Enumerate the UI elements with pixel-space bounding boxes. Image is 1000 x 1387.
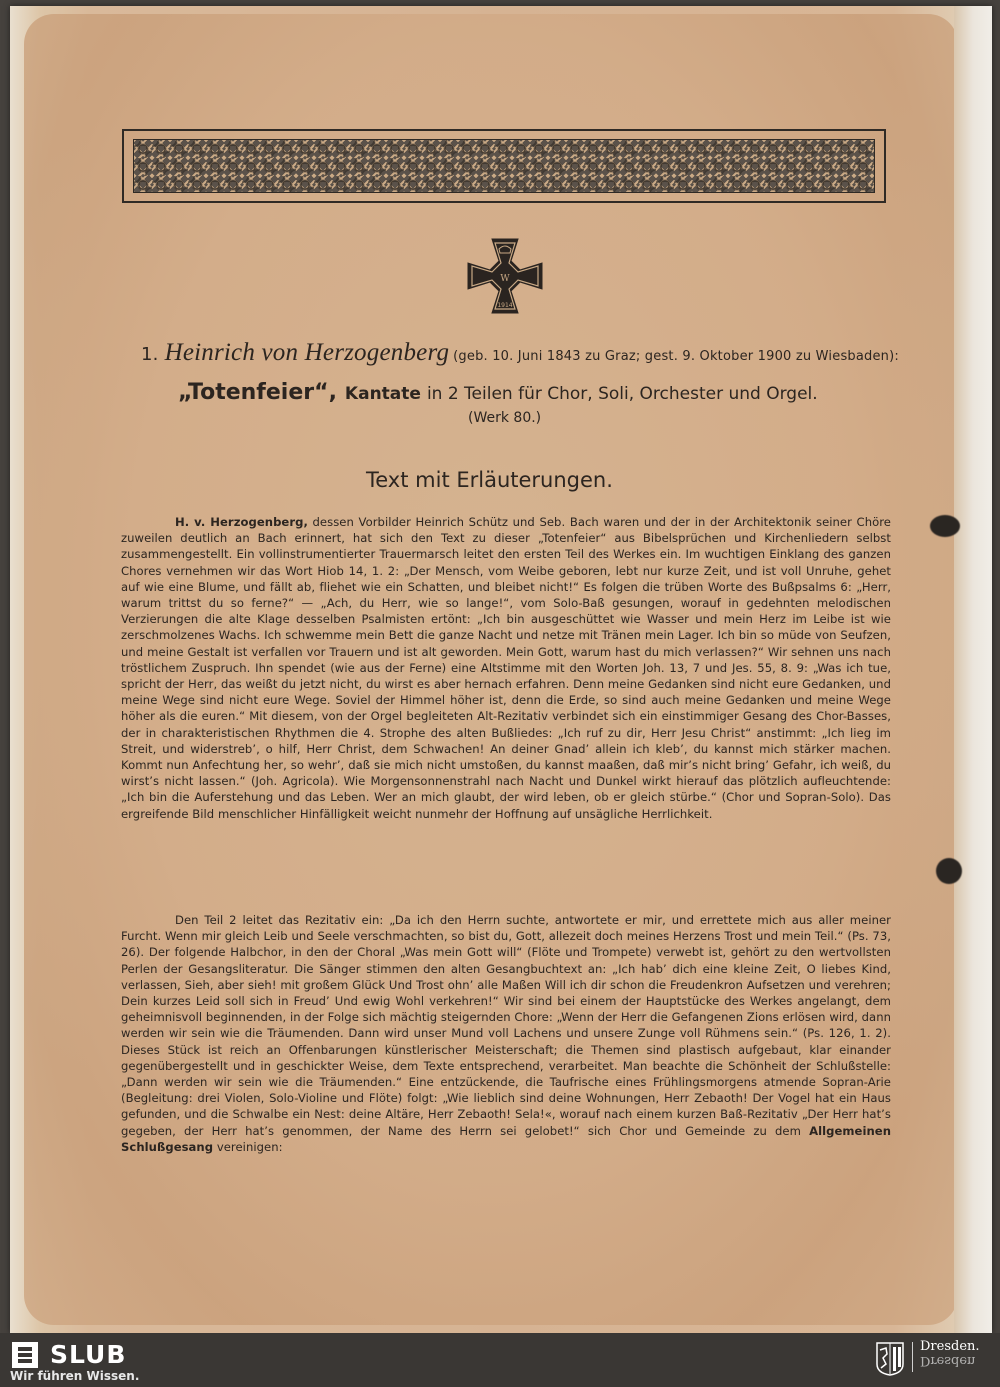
paragraph-part-2 bbox=[121, 912, 891, 1155]
cross-year: 1914 bbox=[497, 302, 513, 309]
work-heading bbox=[178, 380, 818, 405]
composer-dates: (geb. 10. Juni 1843 zu Graz; gest. 9. Oktober 1900 zu Wiesbaden): bbox=[453, 349, 899, 364]
composer-heading bbox=[141, 339, 899, 367]
page-edge-strip bbox=[954, 6, 992, 1333]
ink-blot bbox=[930, 515, 960, 537]
slub-name[interactable]: SLUB bbox=[50, 1340, 127, 1369]
item-number: 1. bbox=[141, 344, 159, 365]
section-title: Text mit Erläuterungen. bbox=[366, 468, 613, 492]
dresden-name[interactable]: Dresden. bbox=[920, 1339, 980, 1354]
iron-cross-icon bbox=[466, 237, 544, 315]
footer-bar bbox=[0, 1333, 1000, 1387]
ink-blot bbox=[936, 858, 962, 884]
ornamental-border-band bbox=[122, 129, 886, 203]
paragraph-end: vereinigen: bbox=[213, 1139, 283, 1154]
dresden-crest-icon[interactable] bbox=[876, 1342, 904, 1376]
cross-letter: W bbox=[500, 274, 510, 284]
work-kantate: Kantate bbox=[344, 384, 421, 404]
paragraph-part-1 bbox=[121, 514, 891, 822]
ornament-pattern bbox=[133, 139, 875, 193]
paragraph-bold-term: Allgemeinen Schlußgesang bbox=[121, 1123, 891, 1154]
footer-divider bbox=[912, 1342, 913, 1372]
paragraph-body-1: dessen Vorbilder Heinrich Schütz und Seb. Bach waren und der in der Architektonik seiner Chöre zuweilen deutlich an Bach erinnert, hat sich den Text zu dieser „Totenfeier“ aus Bibelsprüchen und Kirchenliedern selbst zusammengestellt. Ein vollinstrumentierter Trauermarsch leitet den ersten Teil des Werkes ein. Im wuchtigen Einklang des ganzen Chores vernehmen wir das Wort Hiob 14, 1. 2: „Der Mensch, vom Weibe geboren, lebt nur kurze Zeit, und ist voll Unruhe, gehet auf wie eine Blume, und fällt ab, fliehet wie ein Schatten, und bleibet nicht!“ Es folgen die trüben Worte des Bußpsalms 6: „Herr, warum trittst du so ferne?“ — „Ach, du Herr, wie so lange!“, vom Solo-Baß gesungen, worauf in gedehnten melodischen Verzierungen die alte Klage desselben Psalmisten ertönt: „Ich bin ausgeschüttet wie Wasser und mein Herz im Leibe ist wie zerschmolzenes Wachs. Ich schwemme mein Bett die ganze Nacht und netze mit Tränen mein Lager. Ich bin so müde von Seufzen, und meine Gestalt ist verfallen vor Trauern und ist alt geworden. Mein Gott, warum hast du mich verlassen?“ Wir sehnen uns nach tröstlichem Zuspruch. Ihn spendet (wie aus der Ferne) eine Altstimme mit den Worten Joh. 13, 7 und Jes. 55, 8. 9: „Was ich tue, spricht der Herr, das weißt du jetzt nicht, du wirst es aber hernach erfahren. Denn meine Gedanken sind nicht eure Gedanken, und meine Wege sind nicht eure Wege. Soviel der Himmel höher ist, denn die Erde, so sind auch meine Gedanken und meine Wege höher als die euren.“ Mit diesem, von der Orgel begleiteten Alt-Rezitativ verbindet sich ein einstimmiger Gesang des Chor-Basses, der in charakteristischen Rhythmen die 4. Strophe des alten Bußliedes: „Ich ruf zu dir, Herr Jesu Christ“ anstimmt: „Ich lieg im Streit, und widerstreb’, o hilf, Herr Christ, dem Schwachen! An deiner Gnad’ allein ich kleb’, du kannst mich stärker machen. Kommt nun Anfechtung her, so wehr’, daß sie mich nicht umstoßen, du kannst maaßen, daß mir’s nicht bring’ Gefahr, ich weiß, du wirst’s nicht lassen.“ (Joh. Agricola). Wie Morgensonnenstrahl nach Nacht und Dunkel wirkt hierauf das plötzlich aufleuchtende: „Ich bin die Auferstehung und das Leben. Wer an mich glaubt, der wird leben, ob er gleich stürbe.“ (Chor und Sopran-Solo). Das ergreifende Bild menschlicher Hinfälligkeit weicht nunmehr der Hoffnung auf unsägliche Herrlichkeit. bbox=[121, 515, 891, 821]
dresden-name-reflection: Dresden bbox=[920, 1353, 976, 1368]
composer-name: Heinrich von Herzogenberg bbox=[164, 339, 450, 366]
paragraph-body-2: Den Teil 2 leitet das Rezitativ ein: „Da ich den Herrn suchte, antwortete er mir, und errettete mich aus aller meiner Furcht. Wenn mir gleich Leib und Seele verschmachten, so bist du, Gott, allezeit doch meines Herzens Trost und mein Teil.“ (Ps. 73, 26). Der folgende Halbchor, in den der Choral „Was mein Gott will“ (Flöte und Trompete) verwebt ist, gehört zu den wertvollsten Perlen der Gesangsliteratur. Die Sänger stimmen den alten Gesangbuchtext an: „Ich hab’ dich eine kleine Zeit, O liebes Kind, verlassen, Sieh, aber sieh! mit großem Glück Und Trost ohn’ alle Maßen Will ich dir schon die Freudenkron Aufsetzen und verehren; Dein kurzes Leid soll sich in Freud’ Und ewig Wohl verkehren!“ Wir sind bei einem der Hauptstücke des Werkes angelangt, dem geheimnisvoll beginnenden, in der Folge sich mächtig steigernden Chore: „Wenn der Herr die Gefangenen Zions erlösen wird, dann werden wir sein wie die Träumenden. Dann wird unser Mund voll Lachens und unsere Zunge voll Rühmens sein.“ (Ps. 126, 1. 2). Dieses Stück ist reich an Offenbarungen künstlerischer Meisterschaft; die Themen sind plastisch aufgebaut, klar einander gegenübergestellt und in geschickter Weise, dem Texte entsprechend, verarbeitet. Man beachte die Schönheit der Schlußstelle: „Dann werden wir sein wie die Träumenden.“ Eine entzückende, die Taufrische eines Frühlingsmorgens atmende Sopran-Arie (Begleitung: drei Violen, Solo-Violine und Flöte) folgt: „Wie lieblich sind deine Wohnungen, Herr Zebaoth! Der Vogel hat ein Haus gefunden, und die Schwalbe ein Nest: deine Altäre, Herr Zebaoth! Sela!«, worauf nach einem kurzen Baß-Rezitativ „Der Herr hat’s gegeben, der Herr hat’s genommen, der Name des Herrn sei gelobet!“ sich Chor und Gemeinde zu dem bbox=[121, 913, 891, 1138]
work-opus: (Werk 80.) bbox=[468, 410, 542, 426]
slub-tagline: Wir führen Wissen. bbox=[10, 1369, 140, 1383]
slub-logo-icon[interactable] bbox=[12, 1342, 38, 1368]
work-title: „Totenfeier“, bbox=[178, 380, 337, 405]
paragraph-lead: H. v. Herzogenberg, bbox=[175, 515, 308, 529]
work-description: in 2 Teilen für Chor, Soli, Orchester und Orgel. bbox=[426, 384, 818, 404]
